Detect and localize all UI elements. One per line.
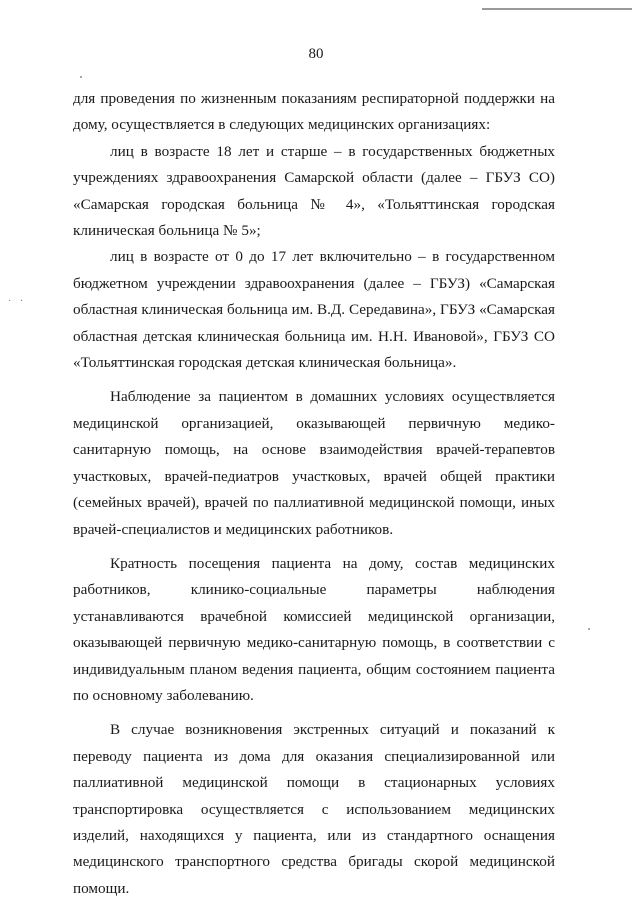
body-text xyxy=(73,86,555,902)
scan-speck xyxy=(588,628,590,630)
paragraph-adults-18-plus: лиц в возрасте 18 лет и старше – в государственных бюджетных учреждениях здравоохранения Самарской области (далее – ГБУЗ СО) «Самарская городская больница № 4», «Тольяттинская городская клиническая больница № 5»; xyxy=(73,142,555,240)
margin-specks: · · xyxy=(8,296,27,307)
paragraph-children-0-17: лиц в возрасте от 0 до 17 лет включительно – в государственном бюджетном учреждении здравоохранения (далее – ГБУЗ) «Самарская областная клиническая больница им. В.Д. Середавина», ГБУЗ «Самарская областная детская клиническая больница им. Н.Н. Ивановой», ГБУЗ СО «Тольяттинская городская детская клиническая больница». xyxy=(73,248,555,372)
paragraph-home-observation: Наблюдение за пациентом в домашних условиях осуществляется медицинской организацией, оказывающей первичную медико-санитарную помощь, на основе взаимодействия врачей-терапевтов участковых, врачей-педиатров участковых, врачей общей практики (семейных врачей), врачей по паллиативной медицинской помощи, иных врачей-специалистов и медицинских работников. xyxy=(73,388,555,538)
page-number: 80 xyxy=(308,46,324,62)
scan-speck xyxy=(80,76,82,78)
scan-edge-mark xyxy=(482,8,632,10)
paragraph-visit-frequency: Кратность посещения пациента на дому, состав медицинских работников, клинико-социальные параметры наблюдения устанавливаются врачебной комиссией медицинской организации, оказывающей первичную медико-санитарную помощь, в соответствии с индивидуальным планом ведения пациента, общим состоянием пациента по основному заболеванию. xyxy=(73,554,555,704)
paragraph-respiratory-support: для проведения по жизненным показаниям респираторной поддержки на дому, осуществляется в следующих медицинских организациях: xyxy=(73,90,555,134)
paragraph-emergency-transport: В случае возникновения экстренных ситуаций и показаний к переводу пациента из дома для оказания специализированной или паллиативной медицинской помощи в стационарных условиях транспортировка осуществляется с использованием медицинских изделий, находящихся у пациента, или из стандартного оснащения медицинского транспортного средства бригады скорой медицинской помощи. xyxy=(73,721,555,897)
